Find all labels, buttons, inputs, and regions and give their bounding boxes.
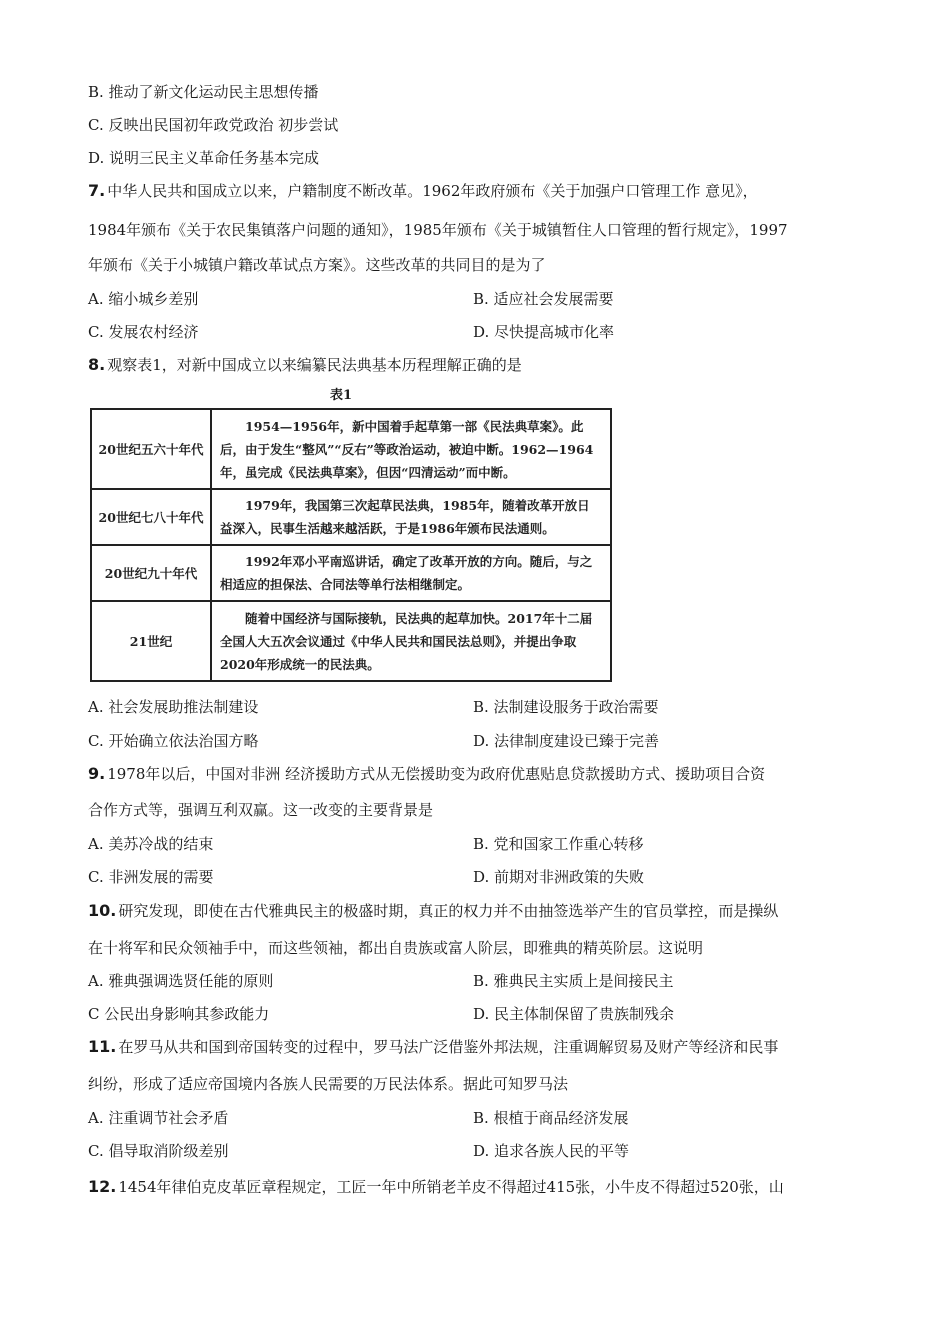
- q12-text: 1454年律伯克皮革匠章程规定，工匠一年中所销老羊皮不得超过415张，小牛皮不得超过520张，山: [118, 1178, 784, 1196]
- q9-line2: 合作方式等，强调互利双赢。这一改变的主要背景是: [88, 801, 434, 819]
- q11-option-d: D. 追求各族人民的平等: [473, 1142, 630, 1160]
- table-era: 20世纪九十年代: [91, 545, 211, 601]
- q7-line3: 年颁布《关于小城镇户籍改革试点方案》。这些改革的共同目的是为了: [88, 256, 546, 274]
- q7-option-d: D. 尽快提高城市化率: [473, 323, 615, 341]
- q11-option-b: B. 根植于商品经济发展: [473, 1109, 629, 1127]
- q11-text: 在罗马从共和国到帝国转变的过程中，罗马法广泛借鉴外邦法规，注重调解贸易及财产等经济和民事: [118, 1038, 779, 1056]
- q7-option-a: A. 缩小城乡差别: [88, 290, 199, 308]
- q7-text: 中华人民共和国成立以来，户籍制度不断改革。1962年政府颁布《关于加强户口管理工作 意见》，: [107, 182, 758, 200]
- q10-option-d: D. 民主体制保留了贵族制残余: [473, 1005, 675, 1023]
- q10-number: 10.: [88, 901, 117, 920]
- table-era: 20世纪五六十年代: [91, 409, 211, 489]
- q8-number: 8.: [88, 355, 106, 374]
- option-b-prev: B. 推动了新文化运动民主思想传播: [88, 83, 319, 101]
- q12-line1: [88, 1177, 784, 1197]
- q11-option-a: A. 注重调节社会矛盾: [88, 1109, 229, 1127]
- q9-text: 1978年以后，中国对非洲 经济援助方式从无偿援助变为政府优惠贴息贷款援助方式、援助项目合资: [107, 765, 766, 783]
- q8-text: 观察表1，对新中国成立以来编纂民法典基本历程理解正确的是: [107, 356, 522, 374]
- q10-option-b: B. 雅典民主实质上是间接民主: [473, 972, 674, 990]
- q8-option-d: D. 法律制度建设已臻于完善: [473, 732, 660, 750]
- q8-option-b: B. 法制建设服务于政治需要: [473, 698, 659, 716]
- q12-number: 12.: [88, 1177, 117, 1196]
- q7-number: 7.: [88, 181, 106, 200]
- q11-line2: 纠纷，形成了适应帝国境内各族人民需要的万民法体系。据此可知罗马法: [88, 1075, 569, 1093]
- q8-option-a: A. 社会发展助推法制建设: [88, 698, 259, 716]
- table-text: 1979年，我国第三次起草民法典，1985年，随着改革开放日益深入，民事生活越来越活跃，于是1986年颁布民法通则。: [211, 489, 611, 545]
- q11-line1: [88, 1037, 778, 1057]
- table-text: 随着中国经济与国际接轨，民法典的起草加快。2017年十二届全国人大五次会议通过《中华人民共和国民法总则》，并提出争取2020年形成统一的民法典。: [211, 601, 611, 681]
- table-text: 1954—1956年，新中国着手起草第一部《民法典草案》。此后，由于发生“整风”“反右”等政治运动，被迫中断。1962—1964年，虽完成《民法典草案》，但因“四清运动”而中断。: [211, 409, 611, 489]
- q8-option-c: C. 开始确立依法治国方略: [88, 732, 259, 750]
- q11-number: 11.: [88, 1037, 117, 1056]
- option-c-prev: C. 反映出民国初年政党政治 初步尝试: [88, 116, 339, 134]
- table-era: 20世纪七八十年代: [91, 489, 211, 545]
- q8-line1: [88, 355, 522, 375]
- table-text: 1992年邓小平南巡讲话，确定了改革开放的方向。随后，与之相适应的担保法、合同法等单行法相继制定。: [211, 545, 611, 601]
- q7-line2: 1984年颁布《关于农民集镇落户问题的通知》，1985年颁布《关于城镇暂住人口管理的暂行规定》，1997: [88, 221, 788, 239]
- q10-text: 研究发现，即使在古代雅典民主的极盛时期，真正的权力并不由抽签选举产生的官员掌控，而是操纵: [118, 902, 779, 920]
- q9-option-c: C. 非洲发展的需要: [88, 868, 214, 886]
- table-row: [91, 545, 611, 601]
- q9-line1: [88, 764, 765, 784]
- q7-option-b: B. 适应社会发展需要: [473, 290, 614, 308]
- table-caption: 表1: [330, 388, 353, 403]
- option-d-prev: D. 说明三民主义革命任务基本完成: [88, 149, 320, 167]
- q9-option-d: D. 前期对非洲政策的失败: [473, 868, 645, 886]
- q9-option-a: A. 美苏冷战的结束: [88, 835, 214, 853]
- q10-line2: 在十将军和民众领袖手中，而这些领袖，都出自贵族或富人阶层，即雅典的精英阶层。这说明: [88, 939, 704, 957]
- q10-line1: [88, 901, 778, 921]
- q7-line1: [88, 181, 758, 201]
- q9-number: 9.: [88, 764, 106, 783]
- table-row: [91, 489, 611, 545]
- history-table: [90, 408, 612, 682]
- table-era: 21世纪: [91, 601, 211, 681]
- table-row: [91, 409, 611, 489]
- q10-option-a: A. 雅典强调选贤任能的原则: [88, 972, 274, 990]
- q9-option-b: B. 党和国家工作重心转移: [473, 835, 644, 853]
- table-row: [91, 601, 611, 681]
- q11-option-c: C. 倡导取消阶级差别: [88, 1142, 229, 1160]
- q10-option-c: C 公民出身影响其参政能力: [88, 1005, 270, 1023]
- q7-option-c: C. 发展农村经济: [88, 323, 199, 341]
